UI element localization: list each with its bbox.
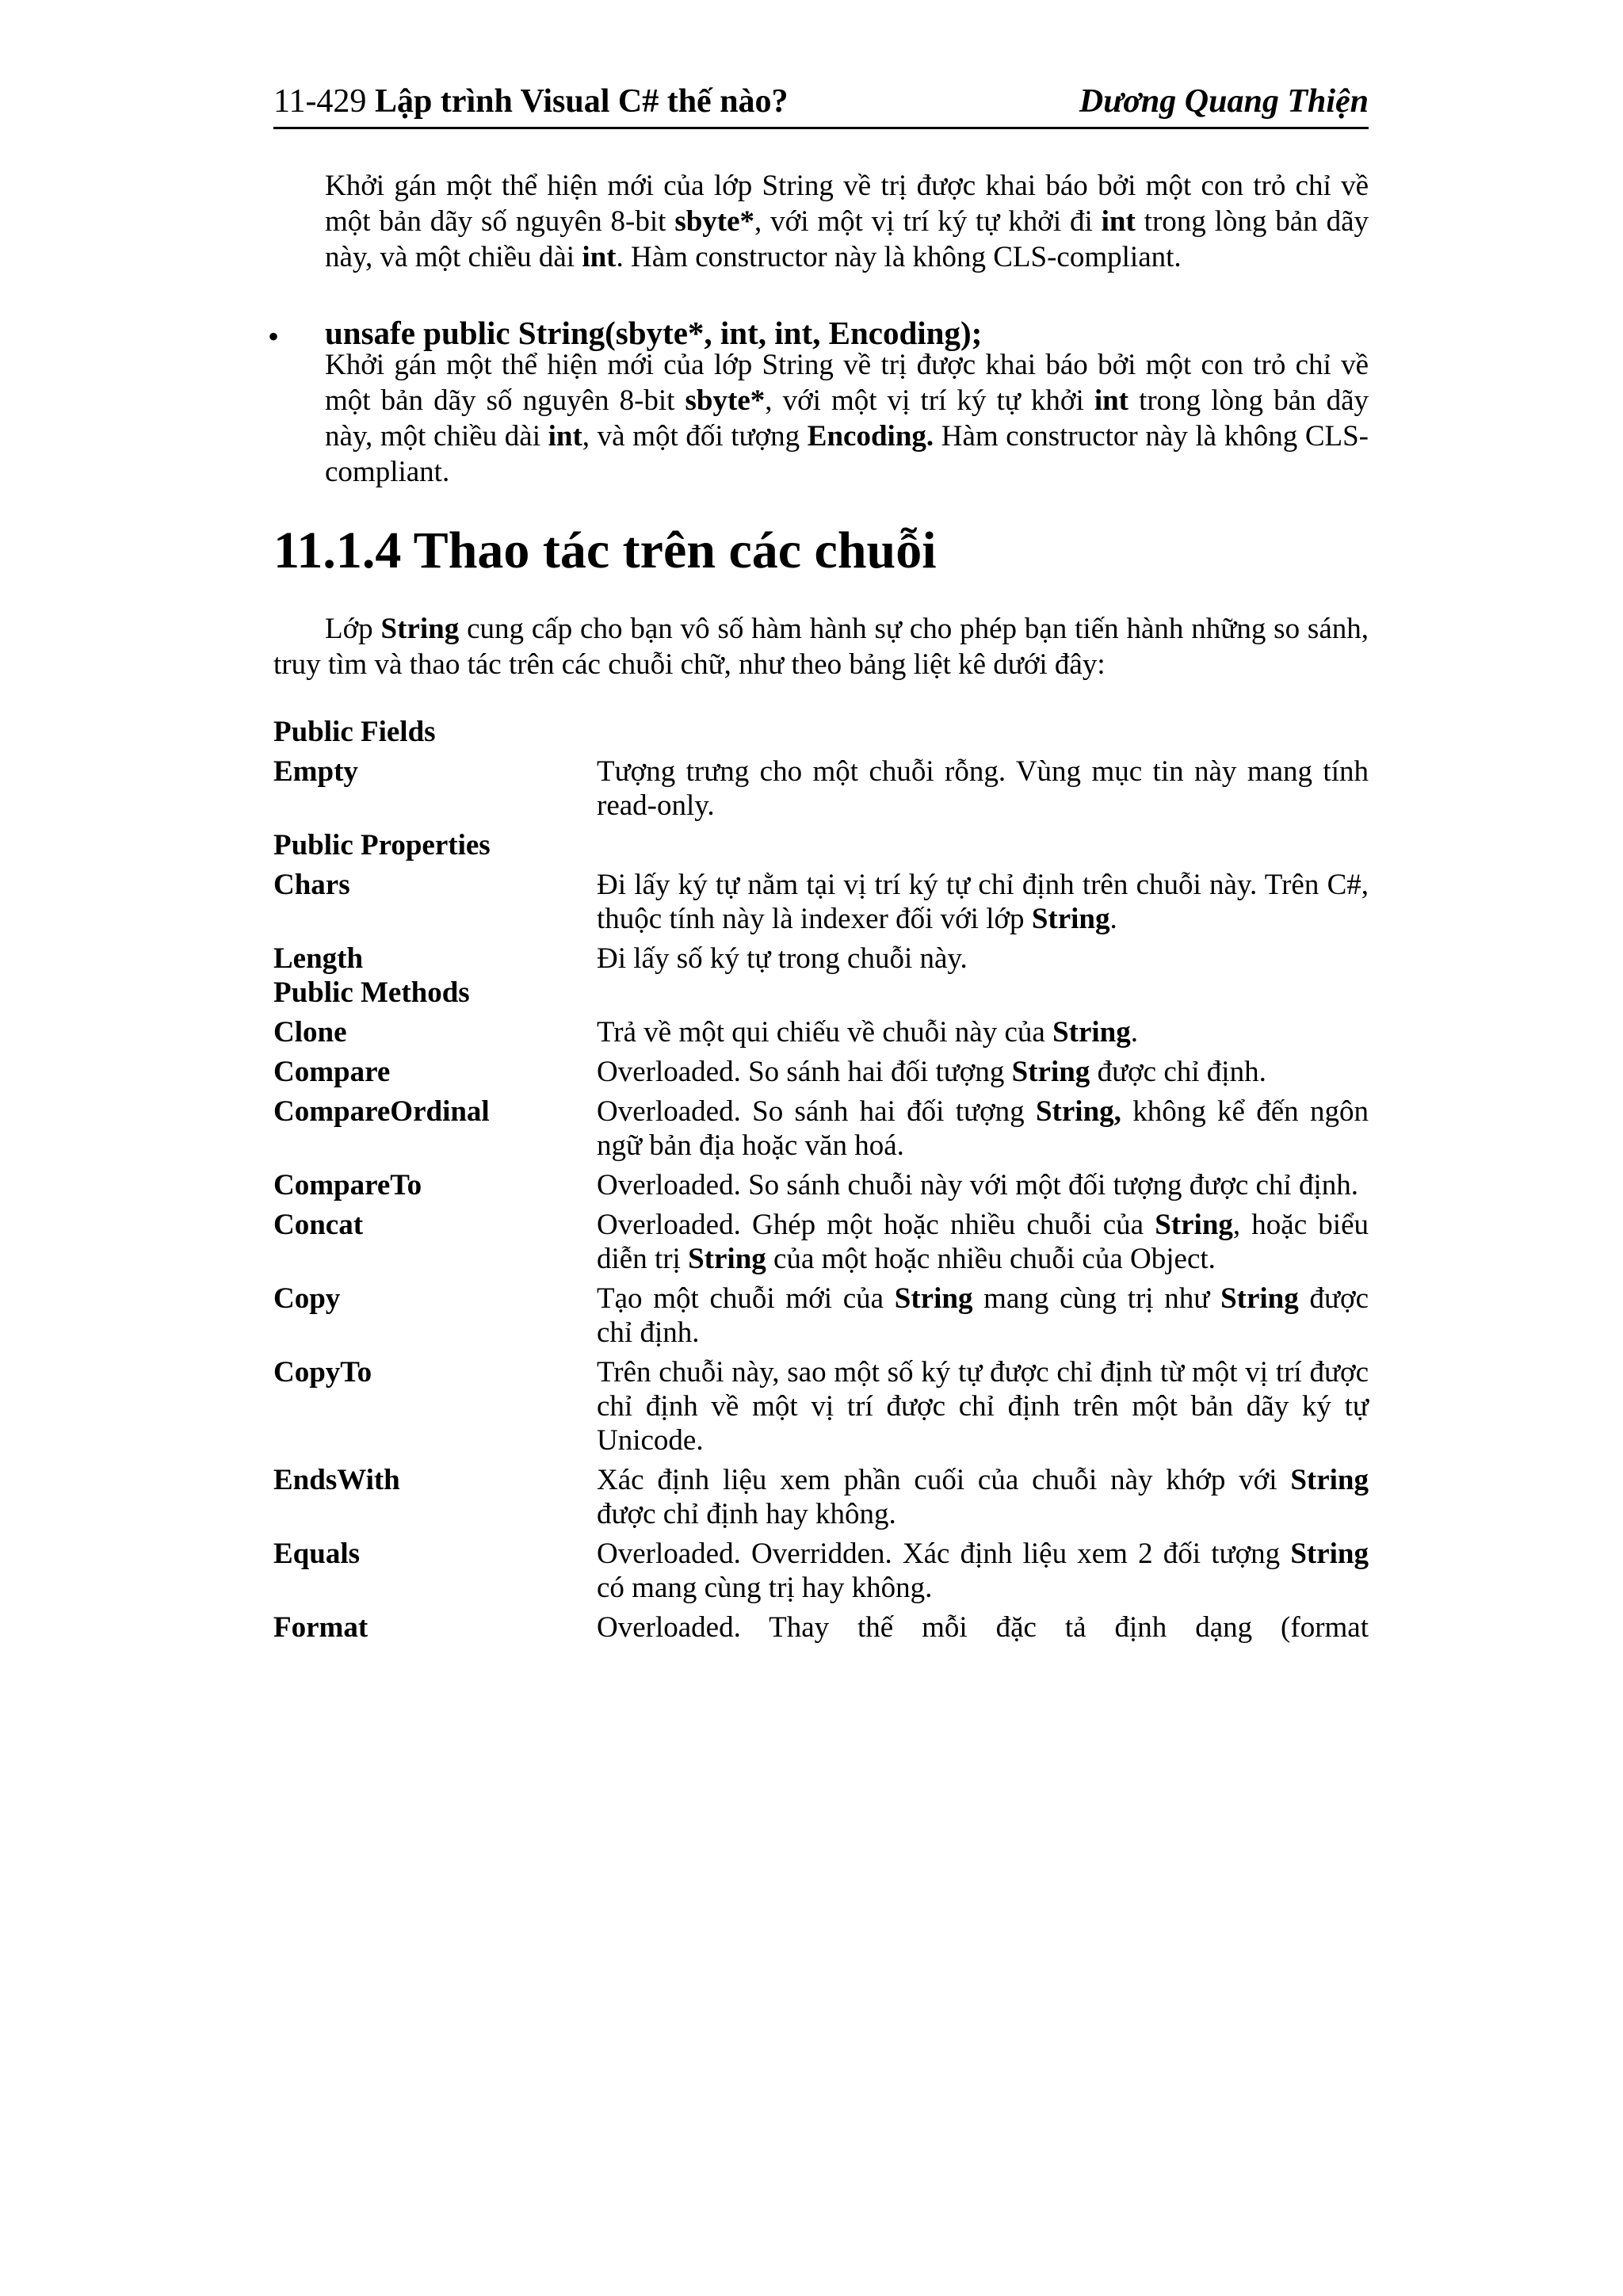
member-description: Tượng trưng cho một chuỗi rỗng. Vùng mục tin này mang tính read-only. bbox=[597, 755, 1369, 822]
member-description: Overloaded. Thay thế mỗi đặc tả định dạng (format bbox=[597, 1611, 1369, 1644]
table-row bbox=[273, 1537, 1369, 1605]
member-name: Equals bbox=[273, 1538, 361, 1570]
section-heading: 11.1.4 Thao tác trên các chuỗi bbox=[273, 521, 937, 579]
paragraph-encoding-ctor: Khởi gán một thể hiện mới của lớp String về trị được khai báo bởi một con trỏ chỉ về một bản dãy số nguyên 8-bit sbyte*, với một vị trí ký tự khởi int trong lòng bản dãy này, một chiều dài int, và một đối tượng Encoding. Hàm constructor này là không CLS-compliant. bbox=[325, 349, 1369, 488]
table-row bbox=[273, 1055, 1369, 1089]
member-name: Clone bbox=[273, 1016, 347, 1049]
table-section-header: Public Properties bbox=[273, 829, 491, 861]
table-row bbox=[273, 1208, 1369, 1276]
member-description: Trả về một qui chiếu về chuỗi này của String. bbox=[597, 1016, 1139, 1049]
member-description: Trên chuỗi này, sao một số ký tự được chỉ định từ một vị trí được chỉ định về một vị trí được chỉ định trên một bản dãy ký tự Unicode. bbox=[597, 1356, 1369, 1457]
table-row bbox=[273, 1355, 1369, 1457]
member-description: Tạo một chuỗi mới của String mang cùng trị như String được chỉ định. bbox=[597, 1282, 1369, 1349]
member-description: Đi lấy ký tự nằm tại vị trí ký tự chỉ định trên chuỗi này. Trên C#, thuộc tính này là indexer đối với lớp String. bbox=[597, 869, 1369, 935]
header-rule bbox=[273, 127, 1369, 129]
member-name: Empty bbox=[273, 755, 358, 788]
page-number: 11-429 bbox=[273, 83, 367, 120]
page-header bbox=[273, 78, 1369, 125]
member-name: Copy bbox=[273, 1282, 341, 1315]
members-table bbox=[273, 715, 1369, 1645]
table-section-header: Public Fields bbox=[273, 716, 436, 748]
member-name: Length bbox=[273, 942, 364, 975]
member-name: EndsWith bbox=[273, 1464, 400, 1496]
author-name: Dương Quang Thiện bbox=[1079, 83, 1369, 120]
table-section-header: Public Methods bbox=[273, 976, 470, 1009]
member-name: Concat bbox=[273, 1209, 364, 1241]
bullet-symbol: • bbox=[268, 319, 280, 354]
member-description: Xác định liệu xem phần cuối của chuỗi này khớp với String được chỉ định hay không. bbox=[597, 1464, 1369, 1530]
table-row bbox=[273, 755, 1369, 823]
table-row bbox=[273, 1095, 1369, 1163]
member-name: CopyTo bbox=[273, 1356, 372, 1389]
member-description: Overloaded. Overridden. Xác định liệu xem 2 đối tượng String có mang cùng trị hay không. bbox=[597, 1538, 1369, 1604]
member-name: CompareOrdinal bbox=[273, 1095, 490, 1128]
table-row bbox=[273, 1015, 1369, 1049]
member-name: CompareTo bbox=[273, 1169, 422, 1201]
paragraph-sbyte-ctor: Khởi gán một thể hiện mới của lớp String về trị được khai báo bởi một con trỏ chỉ về một bản dãy số nguyên 8-bit sbyte*, với một vị trí ký tự khởi đi int trong lòng bản dãy này, và một chiều dài int. Hàm constructor này là không CLS-compliant. bbox=[325, 170, 1369, 273]
book-title: Lập trình Visual C# thế nào? bbox=[374, 83, 789, 120]
table-row bbox=[273, 1463, 1369, 1531]
table-row bbox=[273, 868, 1369, 936]
member-description: Overloaded. So sánh chuỗi này với một đối tượng được chỉ định. bbox=[597, 1169, 1358, 1201]
member-description: Overloaded. Ghép một hoặc nhiều chuỗi của String, hoặc biểu diễn trị String của một hoặc nhiều chuỗi của Object. bbox=[597, 1209, 1369, 1275]
member-name: Compare bbox=[273, 1056, 391, 1088]
section-intro: Lớp String cung cấp cho bạn vô số hàm hành sự cho phép bạn tiến hành những so sánh, truy tìm và thao tác trên các chuỗi chữ, như theo bảng liệt kê dưới đây: bbox=[273, 613, 1369, 681]
table-row bbox=[273, 942, 1369, 976]
table-row bbox=[273, 1610, 1369, 1645]
member-name: Format bbox=[273, 1611, 369, 1644]
header-left bbox=[273, 78, 789, 125]
member-description: Overloaded. So sánh hai đối tượng String được chỉ định. bbox=[597, 1056, 1266, 1088]
table-row bbox=[273, 1168, 1369, 1202]
member-description: Đi lấy số ký tự trong chuỗi này. bbox=[597, 942, 968, 975]
member-name: Chars bbox=[273, 869, 350, 901]
member-description: Overloaded. So sánh hai đối tượng String, không kể đến ngôn ngữ bản địa hoặc văn hoá. bbox=[597, 1095, 1369, 1162]
table-row bbox=[273, 1282, 1369, 1350]
constructor-signature: unsafe public String(sbyte*, int, int, Encoding); bbox=[325, 315, 983, 351]
